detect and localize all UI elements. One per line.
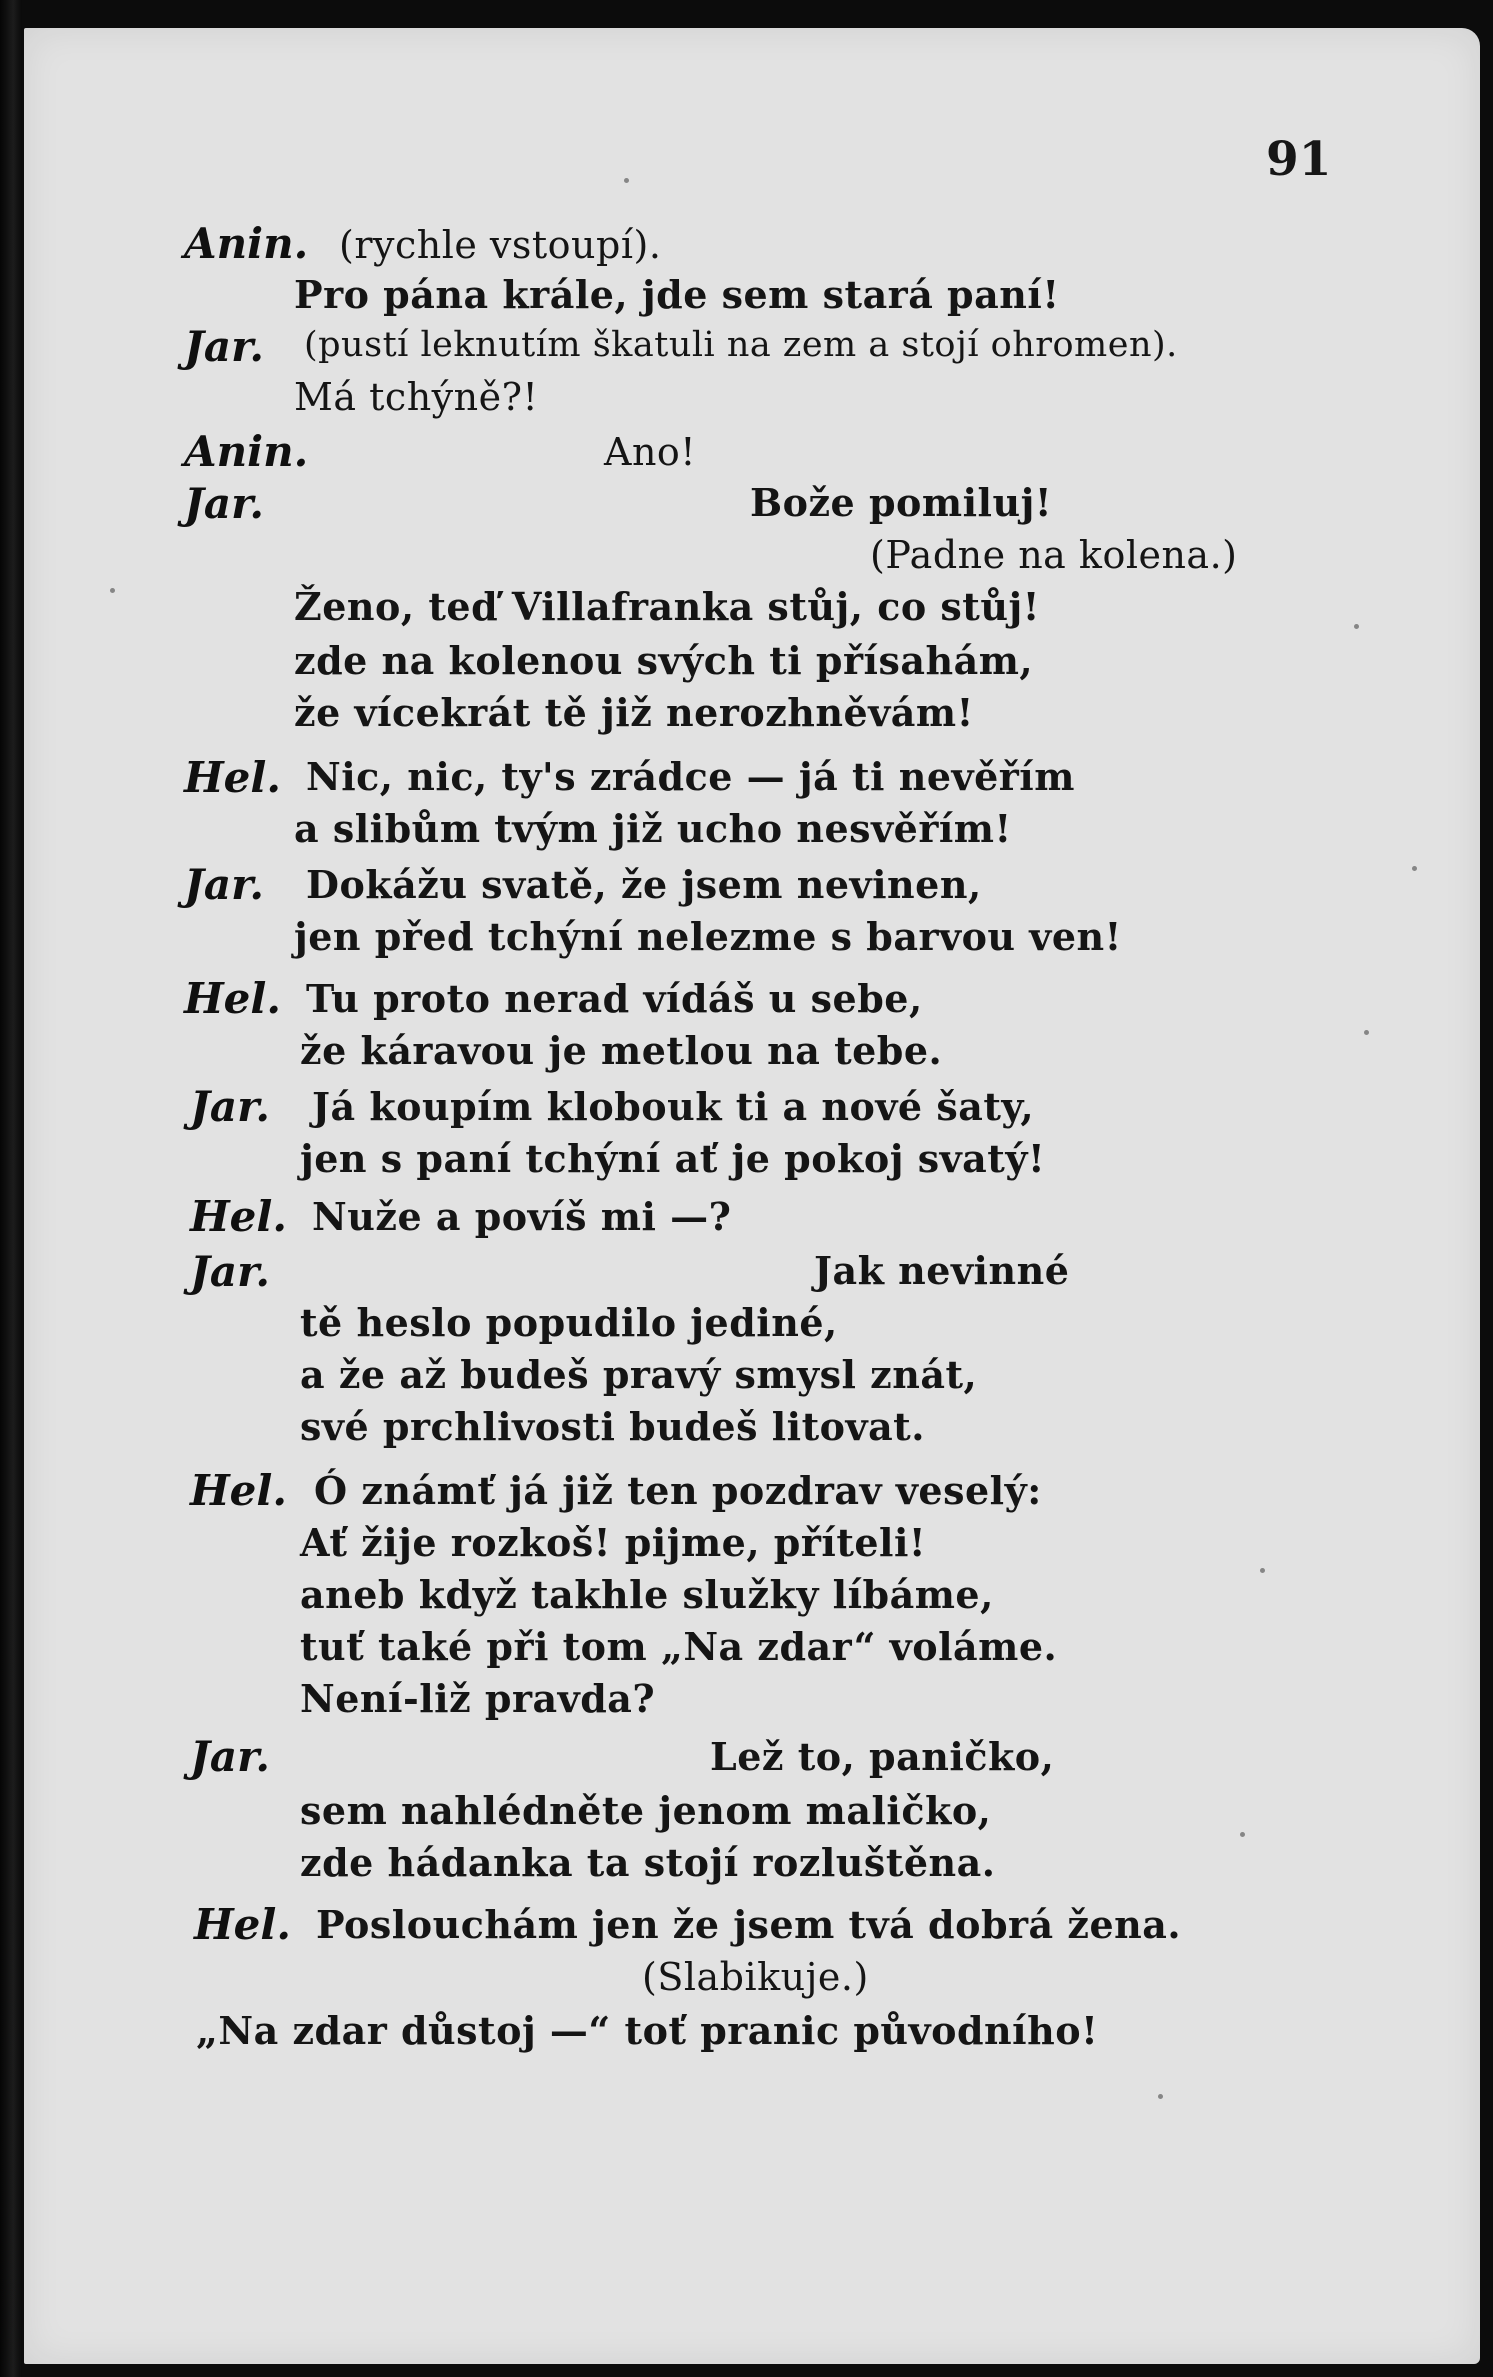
verse-line: že káravou je metlou na tebe. xyxy=(300,1028,943,1073)
verse-line: Tu proto nerad vídáš u sebe, xyxy=(306,976,923,1021)
verse-line: tě heslo popudilo jediné, xyxy=(300,1300,838,1345)
book-binding-edge xyxy=(0,0,22,2377)
speaker-label: Anin. xyxy=(184,427,309,476)
scan-speck xyxy=(110,588,115,593)
stage-direction: (Slabikuje.) xyxy=(642,1955,869,1999)
verse-line: Ó známť já již ten pozdrav veselý: xyxy=(314,1468,1042,1513)
scan-speck xyxy=(1364,1030,1369,1035)
speaker-label: Jar. xyxy=(184,860,264,909)
speaker-label: Hel. xyxy=(184,974,281,1023)
verse-line: Bože pomiluj! xyxy=(750,480,1053,525)
verse-line: své prchlivosti budeš litovat. xyxy=(300,1404,925,1449)
scan-speck xyxy=(1354,624,1359,629)
verse-line: Ať žije rozkoš! pijme, příteli! xyxy=(300,1520,927,1565)
verse-line: a slibům tvým již ucho nesvěřím! xyxy=(294,806,1012,851)
verse-line: Nic, nic, ty's zrádce — já ti nevěřím xyxy=(306,754,1075,799)
page-number: 91 xyxy=(1266,132,1332,187)
verse-line: tuť také při tom „Na zdar“ voláme. xyxy=(300,1624,1058,1669)
verse-line: Jak nevinné xyxy=(814,1248,1070,1293)
verse-line: že vícekrát tě již nerozhněvám! xyxy=(294,690,974,735)
speaker-label: Jar. xyxy=(184,479,264,528)
verse-line: Poslouchám jen že jsem tvá dobrá žena. xyxy=(316,1902,1182,1947)
speaker-label: Jar. xyxy=(184,322,264,371)
verse-line: zde hádanka ta stojí rozluštěna. xyxy=(300,1840,996,1885)
verse-line: zde na kolenou svých ti přísahám, xyxy=(294,638,1034,683)
verse-line: aneb když takhle služky líbáme, xyxy=(300,1572,994,1617)
speaker-label: Hel. xyxy=(184,753,281,802)
verse-line: Dokážu svatě, že jsem nevinen, xyxy=(306,862,982,907)
speaker-label: Jar. xyxy=(190,1082,270,1131)
scan-speck xyxy=(624,178,629,183)
page-paper xyxy=(24,28,1480,2364)
verse-line: Není-liž pravda? xyxy=(300,1676,656,1721)
scan-speck xyxy=(1240,1832,1245,1837)
verse-line: „Na zdar důstoj —“ toť pranic původního! xyxy=(196,2008,1099,2053)
speaker-label: Anin. xyxy=(184,219,309,268)
speaker-label: Hel. xyxy=(190,1192,287,1241)
verse-line: jen s paní tchýní ať je pokoj svatý! xyxy=(300,1136,1046,1181)
verse-line: Ženo, teď Villafranka stůj, co stůj! xyxy=(294,584,1040,629)
verse-line: Nuže a povíš mi —? xyxy=(312,1194,732,1239)
scan-speck xyxy=(1158,2094,1163,2099)
speaker-label: Hel. xyxy=(194,1900,291,1949)
verse-line: Ano! xyxy=(604,430,697,474)
verse-line: Lež to, paničko, xyxy=(710,1734,1055,1779)
speaker-label: Jar. xyxy=(190,1247,270,1296)
verse-line: Já koupím klobouk ti a nové šaty, xyxy=(312,1084,1035,1129)
verse-line: jen před tchýní nelezme s barvou ven! xyxy=(294,914,1122,959)
scan-speck xyxy=(1260,1568,1265,1573)
verse-line: a že až budeš pravý smysl znát, xyxy=(300,1352,978,1397)
stage-direction: (rychle vstoupí). xyxy=(339,223,662,267)
speaker-label: Hel. xyxy=(190,1466,287,1515)
stage-direction: (Padne na kolena.) xyxy=(870,533,1238,577)
speaker-label: Jar. xyxy=(190,1732,270,1781)
verse-line: sem nahlédněte jenom maličko, xyxy=(300,1788,992,1833)
stage-direction: (pustí leknutím škatuli na zem a stojí ohromen). xyxy=(304,325,1178,365)
verse-line: Má tchýně?! xyxy=(294,375,539,419)
scan-speck xyxy=(1412,866,1417,871)
verse-line: Pro pána krále, jde sem stará paní! xyxy=(294,272,1060,317)
